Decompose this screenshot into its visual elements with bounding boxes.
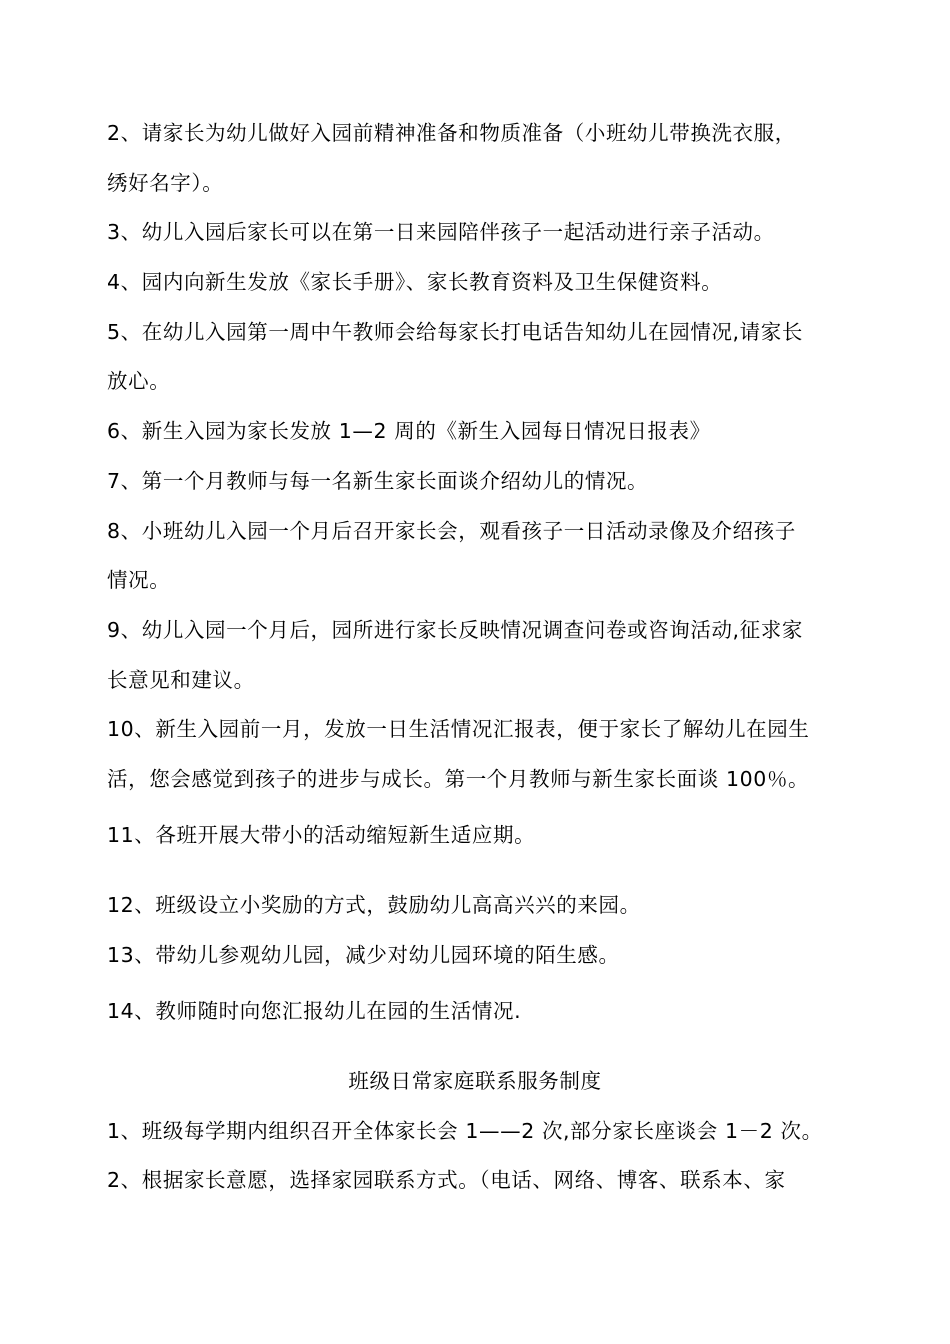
text-line: 活，您会感觉到孩子的进步与成长。第一个月教师与新生家长面谈 100％。: [107, 767, 810, 791]
text-line: 9、幼儿入园一个月后，园所进行家长反映情况调查问卷或咨询活动,征求家: [107, 618, 803, 642]
text-line: 2、根据家长意愿，选择家园联系方式。（电话、网络、博客、联系本、家: [107, 1168, 786, 1192]
text-line: 11、各班开展大带小的活动缩短新生适应期。: [107, 823, 536, 847]
text-line: 3、幼儿入园后家长可以在第一日来园陪伴孩子一起活动进行亲子活动。: [107, 220, 775, 244]
text-line: 6、新生入园为家长发放 1—2 周的《新生入园每日情况日报表》: [107, 419, 711, 443]
text-line: 7、第一个月教师与每一名新生家长面谈介绍幼儿的情况。: [107, 469, 649, 493]
text-line: 8、小班幼儿入园一个月后召开家长会，观看孩子一日活动录像及介绍孩子: [107, 519, 796, 543]
text-line: 绣好名字）。: [107, 171, 224, 195]
section-title: 班级日常家庭联系服务制度: [348, 1069, 602, 1093]
text-line: 1、班级每学期内组织召开全体家长会 1——2 次,部分家长座谈会 1－2 次。: [107, 1119, 823, 1143]
text-line: 情况。: [107, 568, 171, 592]
text-line: 5、在幼儿入园第一周中午教师会给每家长打电话告知幼儿在园情况,请家长: [107, 320, 803, 344]
text-line: 13、带幼儿参观幼儿园，减少对幼儿园环境的陌生感。: [107, 943, 620, 967]
text-line: 12、班级设立小奖励的方式，鼓励幼儿高高兴兴的来园。: [107, 893, 641, 917]
text-line: 放心。: [107, 369, 171, 393]
text-line: 长意见和建议。: [107, 668, 255, 692]
text-line: 14、教师随时向您汇报幼儿在园的生活情况.: [107, 999, 522, 1023]
text-line: 2、请家长为幼儿做好入园前精神准备和物质准备（小班幼儿带换洗衣服，: [107, 121, 796, 145]
text-line: 10、新生入园前一月，发放一日生活情况汇报表，便于家长了解幼儿在园生: [107, 717, 810, 741]
text-line: 4、园内向新生发放《家长手册》、家长教育资料及卫生保健资料。: [107, 270, 723, 294]
